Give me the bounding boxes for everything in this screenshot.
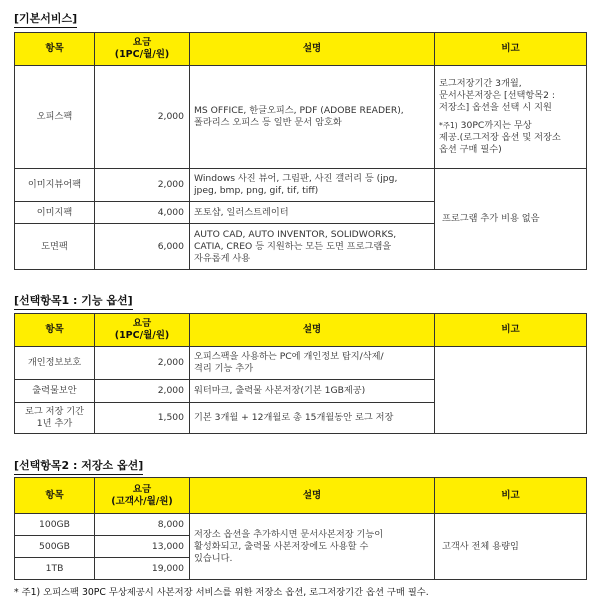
desc-cell: 오피스팩을 사용하는 PC에 개인정보 탐지/삭제/ 격리 기능 추가 <box>190 347 435 380</box>
price-cell: 8,000 <box>95 514 190 536</box>
note-cell <box>435 347 587 434</box>
price-cell: 2,000 <box>95 380 190 403</box>
price-cell: 6,000 <box>95 224 190 270</box>
table-row <box>15 66 587 169</box>
header-note: 비고 <box>435 33 587 66</box>
table-header-row <box>15 478 587 514</box>
header-item: 항목 <box>15 33 95 66</box>
table-row <box>15 347 587 380</box>
header-note: 비고 <box>435 314 587 347</box>
note-cell: 로그저장기간 3개월, 문서사본저장은 [선택항목2 : 저장소] 옵션을 선택 시 지원 *주1) 30PC까지는 무상 제공.(로그저장 옵션 및 저장소 옵션 구매 필수) <box>435 66 587 169</box>
item-cell: 이미지뷰어팩 <box>15 169 95 202</box>
desc-cell: 워터마크, 출력물 사본저장(기본 1GB제공) <box>190 380 435 403</box>
item-cell: 500GB <box>15 536 95 558</box>
note-cell: 고객사 전체 용량임 <box>435 514 587 580</box>
footnote-marker: *주1) <box>439 121 458 130</box>
option1-table <box>14 313 587 434</box>
desc-cell: Windows 사진 뷰어, 그림판, 사진 갤러리 등 (jpg, jpeg, bmp, png, gif, tif, tiff) <box>190 169 435 202</box>
header-desc: 설명 <box>190 33 435 66</box>
item-cell: 100GB <box>15 514 95 536</box>
header-price: 요금 (고객사/월/원) <box>95 478 190 514</box>
header-desc: 설명 <box>190 314 435 347</box>
table-header-row <box>15 33 587 66</box>
price-cell: 2,000 <box>95 66 190 169</box>
header-item: 항목 <box>15 478 95 514</box>
desc-cell: AUTO CAD, AUTO INVENTOR, SOLIDWORKS, CATIA, CREO 등 지원하는 모든 도면 프로그램을 자유롭게 사용 <box>190 224 435 270</box>
header-desc: 설명 <box>190 478 435 514</box>
header-price: 요금 (1PC/월/원) <box>95 33 190 66</box>
price-cell: 4,000 <box>95 202 190 224</box>
section-title-option1: [선택항목1 : 기능 옵션] <box>14 294 133 310</box>
item-cell: 출력물보안 <box>15 380 95 403</box>
note-cell: 프로그램 추가 비용 없음 <box>435 169 587 270</box>
item-cell: 이미지팩 <box>15 202 95 224</box>
header-note: 비고 <box>435 478 587 514</box>
table-row <box>15 169 587 202</box>
item-cell: 로그 저장 기간 1년 추가 <box>15 403 95 434</box>
price-cell: 1,500 <box>95 403 190 434</box>
price-cell: 2,000 <box>95 347 190 380</box>
desc-cell: MS OFFICE, 한글오피스, PDF (ADOBE READER), 폴라리스 오피스 등 일반 문서 암호화 <box>190 66 435 169</box>
price-cell: 13,000 <box>95 536 190 558</box>
basic-services-table <box>14 32 587 270</box>
header-item: 항목 <box>15 314 95 347</box>
section-title-option2: [선택항목2 : 저장소 옵션] <box>14 459 143 475</box>
item-cell: 오피스팩 <box>15 66 95 169</box>
section-title-basic: [기본서비스] <box>14 12 77 28</box>
desc-cell: 포토샵, 일러스트레이터 <box>190 202 435 224</box>
item-cell: 개인정보보호 <box>15 347 95 380</box>
header-price: 요금 (1PC/월/원) <box>95 314 190 347</box>
option2-table <box>14 477 587 580</box>
desc-cell: 기본 3개월 + 12개월로 총 15개월동안 로그 저장 <box>190 403 435 434</box>
item-cell: 1TB <box>15 558 95 580</box>
price-cell: 19,000 <box>95 558 190 580</box>
table-header-row <box>15 314 587 347</box>
desc-cell: 저장소 옵션을 추가하시면 문서사본저장 기능이 활성화되고, 출력물 사본저장에도 사용할 수 있습니다. <box>190 514 435 580</box>
price-cell: 2,000 <box>95 169 190 202</box>
footnote-text: * 주1) 오피스팩 30PC 무상제공시 사본저장 서비스를 위한 저장소 옵션, 로그저장기간 옵션 구매 필수. <box>14 587 429 598</box>
table-row <box>15 514 587 536</box>
item-cell: 도면팩 <box>15 224 95 270</box>
